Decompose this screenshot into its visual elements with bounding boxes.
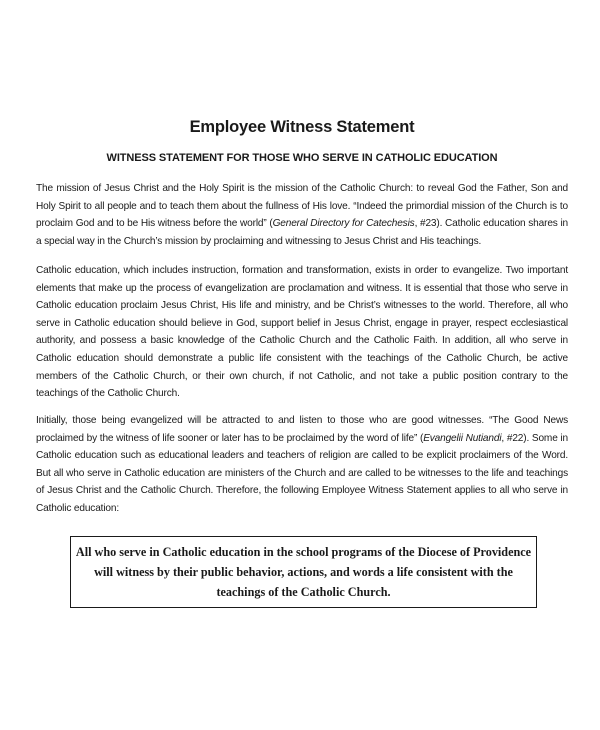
paragraph-witness [36, 412, 568, 518]
paragraph-text: , #23). Catholic education shares in a special way in the Church’s mission by proclaiming and witnessing to Jesus Christ and His teachings. [36, 218, 569, 247]
witness-statement-box [70, 536, 537, 608]
paragraph-text: The mission of Jesus Christ and the Holy Spirit is the mission of the Catholic Church: to reveal God the Father, Son and Holy Spirit to all people and to teach them about the fullness of His love. “Indeed the primordial mission of the Church is to proclaim God and to be His witness before the world” ( [36, 183, 568, 230]
paragraph-text: , #22). Some in Catholic education such as educational leaders and teachers of religion are called to be explicit proclaimers of the Word. But all who serve in Catholic education are ministers of the Church and are called to be witnesses to the life and teachings of Jesus Christ and the Catholic Church. Therefore, the following Employee Witness Statement applies to all who serve in Catholic education: [36, 432, 568, 514]
paragraph-text: Initially, those being evangelized will be attracted to and listen to those who are good witnesses. “The Good News proclaimed by the witness of life sooner or later has to be proclaimed by the word of life” ( [36, 415, 568, 444]
citation: Evangelii Nutiandi [423, 432, 502, 444]
statement-line: will witness by their public behavior, actions, and words a life consistent with the [94, 565, 513, 579]
document-subtitle: WITNESS STATEMENT FOR THOSE WHO SERVE IN CATHOLIC EDUCATION [106, 152, 498, 164]
document-title: Employee Witness Statement [189, 118, 415, 136]
paragraph-mission [36, 180, 568, 250]
statement-line: teachings of the Catholic Church. [216, 585, 391, 599]
statement-line: All who serve in Catholic education in the school programs of the Diocese of Providence [75, 545, 532, 559]
paragraph-catholic-education: Catholic education, which includes instruction, formation and transformation, exists in order to evangelize. Two important elements that make up the process of evangelization are proclamation and witness. It is essential that those who serve in Catholic education proclaim Jesus Christ, His life and ministry, and be Christ’s witnesses to the world. Therefore, all who serve in Catholic education should believe in God, support belief in Jesus Christ, engage in prayer, respect ecclesiastical authority, and possess a basic knowledge of the Catholic Church and the Catholic Faith. In addition, all who serve in Catholic education should demonstrate a public life consistent with the teachings of the Catholic Church, be active members of the Catholic Church, or their own church, if not Catholic, and not take a public position contrary to the teachings of the Catholic Church. [36, 265, 568, 400]
citation: General Directory for Catechesis [272, 218, 415, 230]
